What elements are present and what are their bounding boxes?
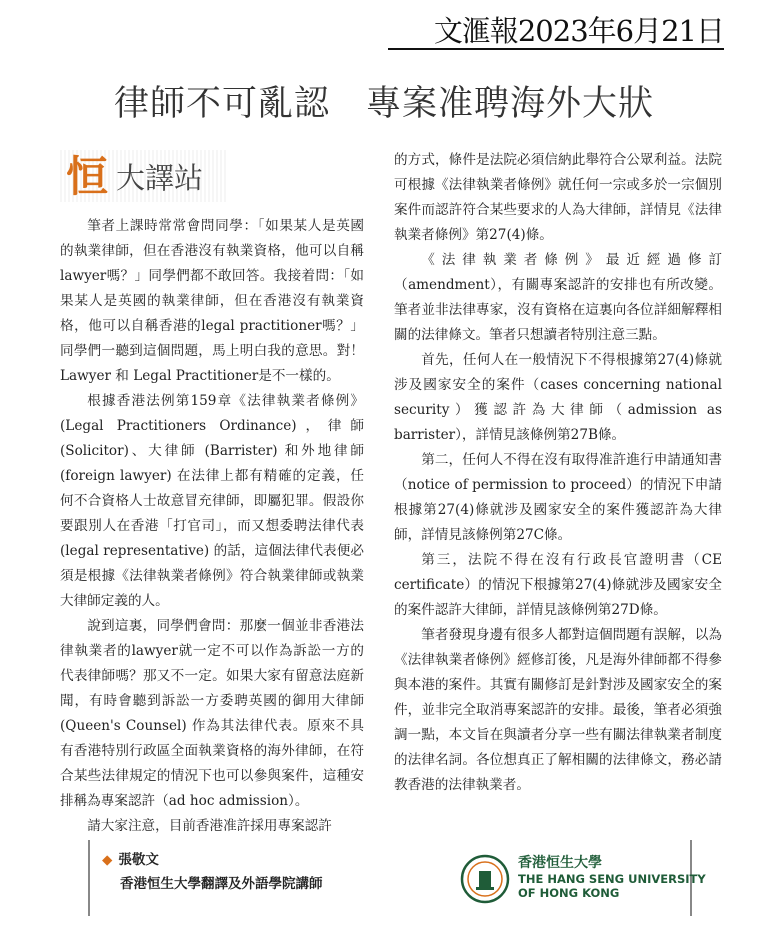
dateline: 文滙報2023年6月21日 [388, 14, 724, 50]
paragraph: 請大家注意，目前香港准許採用專案認許 [87, 818, 332, 834]
paragraph: 筆者發現身邊有很多人都對這個問題有誤解，以為《法律執業者條例》經修訂後，凡是海外律師都不得參與本港的案件。其實有關修訂是針對涉及國家安全的案件，並非完全取消專案認許的安排。最後，筆者必須強調一點，本文旨在與讀者分享一些有關法律執業者制度的法律名詞。各位想真正了解相關的法律條文，務必請教香港的法律執業者。 [394, 627, 722, 793]
column-mark: 恒 [66, 152, 109, 201]
university-seal-icon [460, 854, 510, 904]
university-name-en-line1: THE HANG SENG UNIVERSITY [518, 872, 706, 886]
author-position: 香港恒生大學翻譯及外語學院講師 [120, 876, 323, 892]
byline-box [88, 840, 706, 916]
paragraph: 首先，任何人在一般情況下不得根據第27(4)條就涉及國家安全的案件（cases concerning national security）獲認許為大律師（admission as barrister），詳情見該條例第27B條。 [394, 352, 722, 443]
headline: 律師不可亂認 專案准聘海外大狀 [113, 84, 654, 124]
left-column [60, 214, 364, 839]
author-name: 張敬文 [118, 852, 159, 868]
paragraph-continued: 的方式，條件是法院必須信納此舉符合公眾利益。法院可根據《法律執業者條例》就任何一宗或多於一宗個別案件而認許符合某些要求的人為大律師，詳情見《法律執業者條例》第27(4)條。 [394, 152, 722, 243]
column-logo [60, 150, 230, 208]
paragraph: 說到這裏，同學們會問：那麼一個並非香港法律執業者的lawyer就一定不可以作為訴訟一方的代表律師嗎？那又不一定。如果大家有留意法庭新聞，有時會聽到訴訟一方委聘英國的御用大律師 (Queen's Counsel) 作為其法律代表。原來不具有香港特別行政區全面執業資格的海外律師，在符合某些法律規定的情況下也可以參與案件，這種安排稱為專案認許（ad hoc admission）。 [60, 618, 364, 809]
paragraph: 筆者上課時常常會問同學：「如果某人是英國的執業律師，但在香港沒有執業資格，他可以自稱lawyer嗎？」同學們都不敢回答。我接着問：「如果某人是英國的執業律師，但在香港沒有執業資格，他可以自稱香港的legal practitioner嗎？」同學們一聽到這個問題，馬上明白我的意思。對！Lawyer 和 Legal Practitioner是不一樣的。 [60, 218, 364, 384]
university-name [518, 854, 706, 900]
right-column [394, 148, 722, 798]
paragraph: 《法律執業者條例》最近經過修訂（amendment），有關專案認許的安排也有所改變。筆者並非法律專家，沒有資格在這裏向各位詳細解釋相關的法律條文。筆者只想讀者特別注意三點。 [394, 252, 722, 343]
paragraph: 根據香港法例第159章《法律執業者條例》(Legal Practitioners Ordinance)，律師(Solicitor)、大律師 (Barrister) 和外地律師(foreign lawyer) 在法律上都有精確的定義，任何不合資格人士故意冒充律師，即屬犯罪。假設你要跟別人在香港「打官司」，而又想委聘法律代表 (legal representative) 的話，這個法律代表便必須是根據《法律執業者條例》符合執業律師或執業大律師定義的人。 [60, 393, 364, 609]
column-name: 大譯站 [116, 161, 204, 195]
diamond-icon: ◆ [102, 852, 113, 868]
paragraph: 第三，法院不得在沒有行政長官證明書（CE certificate）的情況下根據第27(4)條就涉及國家安全的案件認許大律師，詳情見該條例第27D條。 [394, 552, 722, 618]
university-name-en-line2: OF HONG KONG [518, 886, 620, 900]
paragraph: 第二，任何人不得在沒有取得准許進行申請通知書（notice of permission to proceed）的情況下申請根據第27(4)條就涉及國家安全的案件獲認許為大律師，詳情見該條例第27C條。 [394, 452, 722, 543]
author [102, 850, 159, 870]
university-name-zh: 香港恒生大學 [518, 855, 602, 871]
